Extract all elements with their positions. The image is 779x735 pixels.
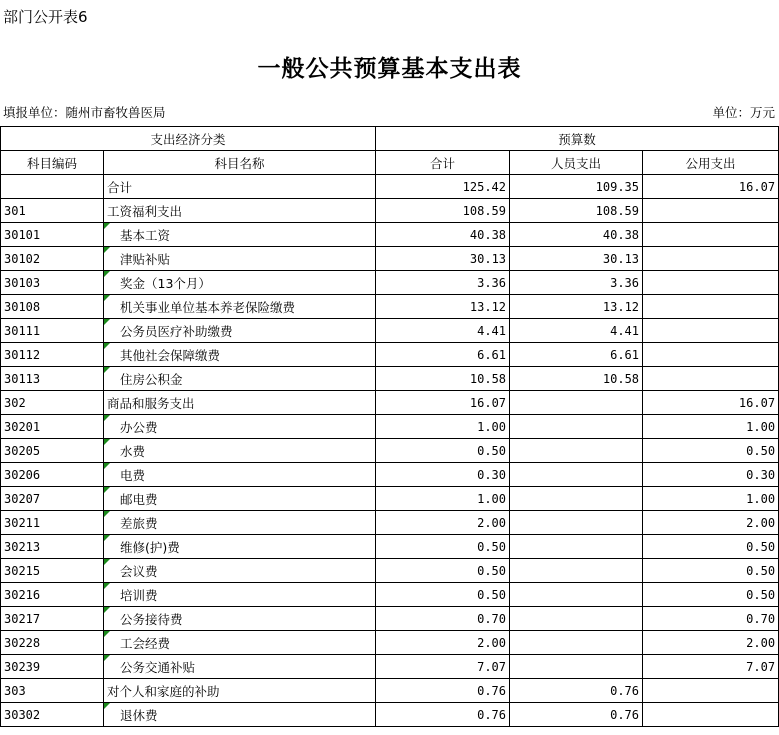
table-row: [1, 655, 779, 679]
group-header-budget: 预算数: [376, 127, 779, 151]
table-row: [1, 703, 779, 727]
column-header-code: 科目编码: [1, 151, 104, 175]
row-name: 奖金（13个月）: [104, 271, 376, 295]
row-total: 0.50: [376, 583, 510, 607]
row-personnel: 6.61: [510, 343, 643, 367]
row-personnel: 108.59: [510, 199, 643, 223]
row-name: 差旅费: [104, 511, 376, 535]
row-public: 1.00: [643, 415, 779, 439]
row-code: 30239: [1, 655, 104, 679]
row-total: 2.00: [376, 511, 510, 535]
row-total: 7.07: [376, 655, 510, 679]
row-public: 0.50: [643, 559, 779, 583]
table-row: [1, 415, 779, 439]
row-code: 30205: [1, 439, 104, 463]
budget-table-body: [1, 175, 779, 727]
row-code: 30228: [1, 631, 104, 655]
table-row: [1, 607, 779, 631]
row-public: 7.07: [643, 655, 779, 679]
row-public: [643, 319, 779, 343]
row-code: 30201: [1, 415, 104, 439]
row-public: [643, 199, 779, 223]
row-total: 4.41: [376, 319, 510, 343]
table-row: [1, 487, 779, 511]
group-header-classification: 支出经济分类: [1, 127, 376, 151]
row-total: 30.13: [376, 247, 510, 271]
row-code: [1, 175, 104, 199]
table-row: [1, 247, 779, 271]
row-name: 公务员医疗补助缴费: [104, 319, 376, 343]
row-public: 0.70: [643, 607, 779, 631]
table-row: [1, 367, 779, 391]
row-personnel: 4.41: [510, 319, 643, 343]
row-personnel: 0.76: [510, 679, 643, 703]
column-header-personnel: 人员支出: [510, 151, 643, 175]
row-total: 6.61: [376, 343, 510, 367]
row-personnel: [510, 607, 643, 631]
column-header-total: 合计: [376, 151, 510, 175]
reporting-unit: 填报单位：随州市畜牧兽医局: [3, 105, 166, 120]
document-id: 部门公开表6: [3, 8, 88, 26]
row-name: 工资福利支出: [104, 199, 376, 223]
table-row: [1, 343, 779, 367]
row-name: 公务接待费: [104, 607, 376, 631]
row-total: 2.00: [376, 631, 510, 655]
row-code: 30101: [1, 223, 104, 247]
row-public: 0.50: [643, 535, 779, 559]
row-name: 机关事业单位基本养老保险缴费: [104, 295, 376, 319]
row-personnel: 3.36: [510, 271, 643, 295]
row-total: 40.38: [376, 223, 510, 247]
row-public: 2.00: [643, 631, 779, 655]
row-personnel: [510, 583, 643, 607]
row-name: 维修(护)费: [104, 535, 376, 559]
row-public: [643, 703, 779, 727]
row-code: 30108: [1, 295, 104, 319]
row-total: 0.50: [376, 535, 510, 559]
row-personnel: 10.58: [510, 367, 643, 391]
table-row: [1, 583, 779, 607]
table-row: [1, 439, 779, 463]
row-name: 培训费: [104, 583, 376, 607]
row-total: 10.58: [376, 367, 510, 391]
row-personnel: 30.13: [510, 247, 643, 271]
row-code: 302: [1, 391, 104, 415]
row-personnel: [510, 535, 643, 559]
table-row: [1, 535, 779, 559]
row-total: 0.30: [376, 463, 510, 487]
row-public: 1.00: [643, 487, 779, 511]
row-code: 30111: [1, 319, 104, 343]
row-public: 16.07: [643, 175, 779, 199]
row-personnel: [510, 439, 643, 463]
row-code: 30215: [1, 559, 104, 583]
table-row: [1, 463, 779, 487]
row-total: 125.42: [376, 175, 510, 199]
row-total: 108.59: [376, 199, 510, 223]
row-name: 合计: [104, 175, 376, 199]
row-name: 邮电费: [104, 487, 376, 511]
row-public: [643, 679, 779, 703]
row-name: 津贴补贴: [104, 247, 376, 271]
row-code: 30112: [1, 343, 104, 367]
table-row: [1, 511, 779, 535]
row-public: 0.50: [643, 583, 779, 607]
row-personnel: 109.35: [510, 175, 643, 199]
row-name: 其他社会保障缴费: [104, 343, 376, 367]
budget-table: [0, 126, 779, 727]
row-public: [643, 367, 779, 391]
row-public: [643, 223, 779, 247]
row-personnel: [510, 559, 643, 583]
table-row: [1, 679, 779, 703]
row-code: 30217: [1, 607, 104, 631]
table-row: [1, 631, 779, 655]
row-name: 工会经费: [104, 631, 376, 655]
row-name: 住房公积金: [104, 367, 376, 391]
row-name: 会议费: [104, 559, 376, 583]
row-personnel: [510, 415, 643, 439]
table-row: [1, 175, 779, 199]
row-total: 0.70: [376, 607, 510, 631]
row-name: 电费: [104, 463, 376, 487]
row-personnel: 0.76: [510, 703, 643, 727]
row-name: 商品和服务支出: [104, 391, 376, 415]
table-row: [1, 295, 779, 319]
row-public: [643, 343, 779, 367]
row-code: 30213: [1, 535, 104, 559]
row-code: 303: [1, 679, 104, 703]
row-code: 30216: [1, 583, 104, 607]
row-name: 基本工资: [104, 223, 376, 247]
table-row: [1, 199, 779, 223]
table-row: [1, 223, 779, 247]
row-code: 30302: [1, 703, 104, 727]
row-total: 0.76: [376, 679, 510, 703]
row-personnel: [510, 391, 643, 415]
row-public: 0.50: [643, 439, 779, 463]
currency-unit: 单位：万元: [712, 105, 775, 120]
row-total: 0.76: [376, 703, 510, 727]
row-personnel: 13.12: [510, 295, 643, 319]
row-code: 30103: [1, 271, 104, 295]
table-row: [1, 319, 779, 343]
row-personnel: [510, 487, 643, 511]
row-total: 16.07: [376, 391, 510, 415]
row-name: 公务交通补贴: [104, 655, 376, 679]
row-personnel: [510, 463, 643, 487]
table-row: [1, 391, 779, 415]
table-row: [1, 271, 779, 295]
group-header-row: [1, 127, 779, 151]
row-total: 1.00: [376, 487, 510, 511]
row-code: 301: [1, 199, 104, 223]
row-public: 2.00: [643, 511, 779, 535]
row-code: 30207: [1, 487, 104, 511]
row-code: 30113: [1, 367, 104, 391]
page-title: 一般公共预算基本支出表: [257, 55, 522, 82]
column-header-row: [1, 151, 779, 175]
row-total: 3.36: [376, 271, 510, 295]
row-personnel: 40.38: [510, 223, 643, 247]
row-total: 1.00: [376, 415, 510, 439]
column-header-public: 公用支出: [643, 151, 779, 175]
table-row: [1, 559, 779, 583]
row-public: [643, 271, 779, 295]
row-name: 水费: [104, 439, 376, 463]
row-code: 30102: [1, 247, 104, 271]
row-public: 16.07: [643, 391, 779, 415]
row-personnel: [510, 655, 643, 679]
row-total: 0.50: [376, 559, 510, 583]
row-name: 退休费: [104, 703, 376, 727]
row-name: 办公费: [104, 415, 376, 439]
row-personnel: [510, 511, 643, 535]
row-personnel: [510, 631, 643, 655]
row-public: 0.30: [643, 463, 779, 487]
row-total: 0.50: [376, 439, 510, 463]
row-public: [643, 247, 779, 271]
row-public: [643, 295, 779, 319]
row-code: 30211: [1, 511, 104, 535]
row-total: 13.12: [376, 295, 510, 319]
row-code: 30206: [1, 463, 104, 487]
row-name: 对个人和家庭的补助: [104, 679, 376, 703]
column-header-name: 科目名称: [104, 151, 376, 175]
